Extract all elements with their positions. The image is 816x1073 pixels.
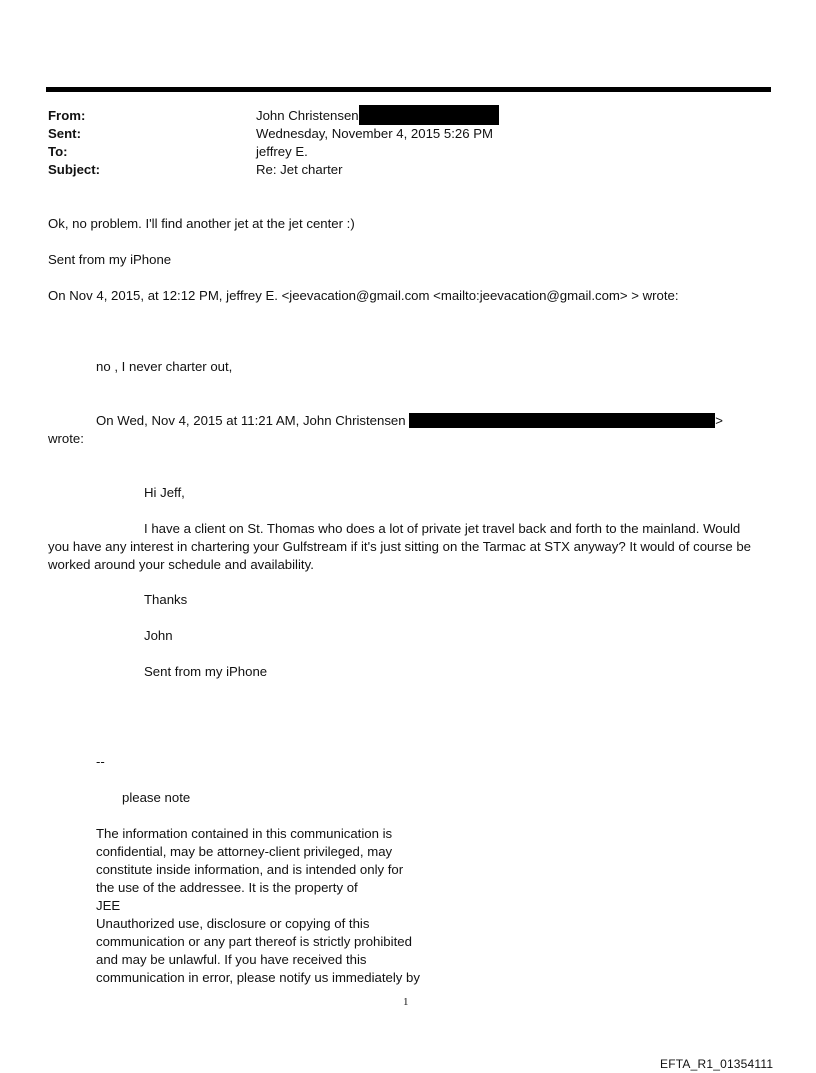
from-name: John Christensen: [256, 108, 359, 123]
sent-value: Wednesday, November 4, 2015 5:26 PM: [256, 126, 494, 141]
message-paragraph: [48, 520, 778, 574]
disclaimer-line: and may be unlawful. If you have received this: [96, 952, 367, 967]
subject-value: Re: Jet charter: [256, 162, 343, 177]
signature-separator: --: [96, 754, 105, 769]
message-line: I have a client on St. Thomas who does a lot of private jet travel back and forth to the mainland. Would: [144, 521, 741, 536]
quote2-attribution-gt: >: [715, 413, 723, 428]
disclaimer-line: Unauthorized use, disclosure or copying of this: [96, 916, 370, 931]
disclaimer-line: communication in error, please notify us immediately by: [96, 970, 420, 985]
sent-label: Sent:: [48, 126, 81, 141]
quote1-attribution: On Nov 4, 2015, at 12:12 PM, jeffrey E. <jeevacation@gmail.com <mailto:jeevacation@gmail.com> > wrote:: [48, 288, 679, 303]
to-value: jeffrey E.: [256, 144, 308, 159]
disclaimer-line: constitute inside information, and is intended only for: [96, 862, 404, 877]
from-label: From:: [48, 108, 86, 123]
quote2-attribution: [96, 413, 723, 428]
header-rule: [46, 87, 771, 92]
signature-line: Sent from my iPhone: [144, 664, 268, 679]
quote1-text: no , I never charter out,: [96, 359, 233, 374]
document-id: EFTA_R1_01354111: [660, 1057, 774, 1071]
sender-name: John: [144, 628, 173, 643]
signature-line: Sent from my iPhone: [48, 252, 172, 267]
to-label: To:: [48, 144, 68, 159]
disclaimer-line: JEE: [96, 898, 121, 913]
disclaimer-line: The information contained in this communication is: [96, 826, 393, 841]
subject-label: Subject:: [48, 162, 101, 177]
thanks-text: Thanks: [144, 592, 188, 607]
message-line: you have any interest in chartering your Gulfstream if it's just sitting on the Tarmac at STX anyway? It would of course be: [48, 539, 752, 554]
quote2-attribution-start: On Wed, Nov 4, 2015 at 11:21 AM, John Christensen: [96, 413, 406, 428]
redaction-box: [359, 105, 499, 125]
quote2-wrote: wrote:: [48, 431, 84, 446]
disclaimer-line: confidential, may be attorney-client privileged, may: [96, 844, 393, 859]
redaction-box: [409, 413, 715, 428]
reply-text: Ok, no problem. I'll find another jet at the jet center :): [48, 216, 355, 231]
disclaimer-line: the use of the addressee. It is the property of: [96, 880, 358, 895]
confidentiality-disclaimer: [96, 825, 441, 987]
from-value: [256, 108, 499, 125]
page-number: 1: [403, 996, 409, 1008]
message-line: worked around your schedule and availability.: [48, 557, 314, 572]
greeting: Hi Jeff,: [144, 485, 185, 500]
disclaimer-line: communication or any part thereof is strictly prohibited: [96, 934, 412, 949]
please-note: please note: [122, 790, 191, 805]
